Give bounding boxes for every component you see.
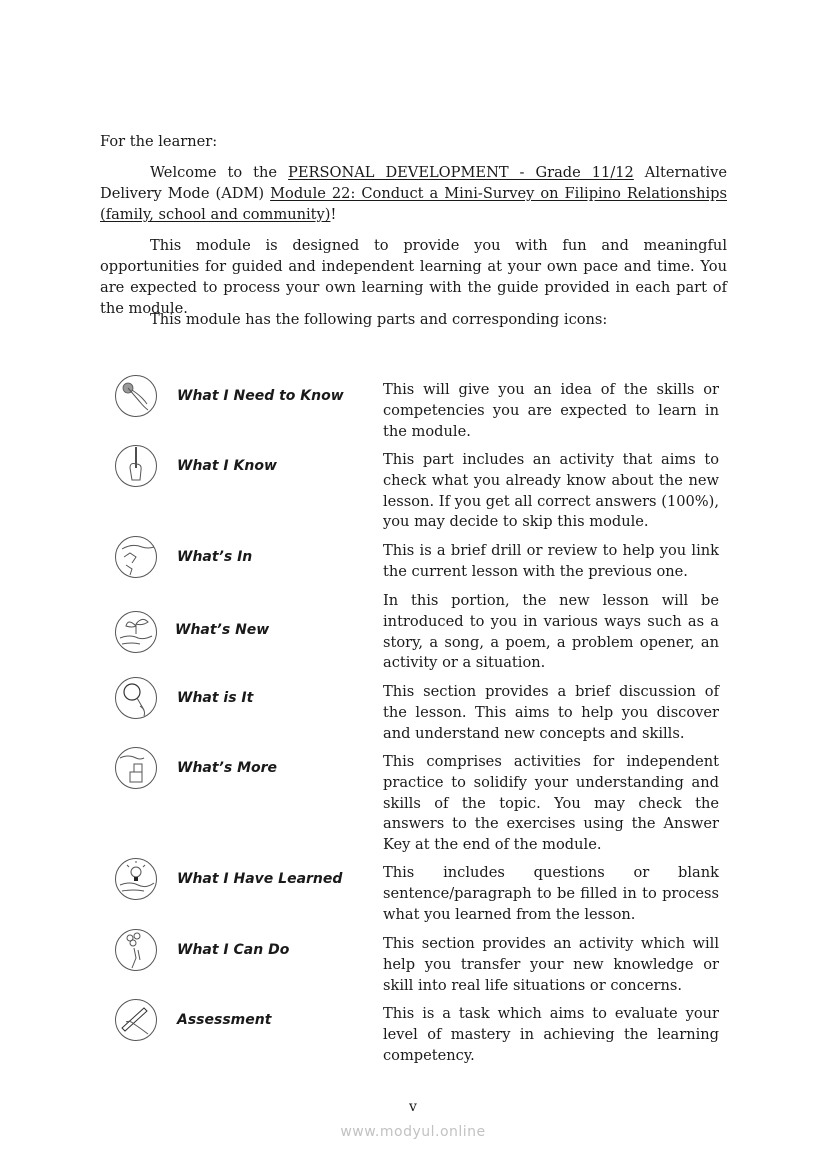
part-label: What’s In bbox=[177, 549, 253, 565]
part-label: What’s More bbox=[177, 760, 278, 776]
part-label: What I Can Do bbox=[177, 942, 290, 958]
welcome-middle: Alternative Delivery Mode (ADM) bbox=[100, 164, 728, 202]
greeting: For the learner: bbox=[100, 133, 218, 150]
part-description: This will give you an idea of the skills or competencies you are expected to learn in the module. bbox=[383, 381, 719, 440]
stacking-blocks-hand-icon bbox=[114, 746, 158, 790]
part-description: This section provides an activity which will help you transfer your new knowledge or skill into real life situations or concerns. bbox=[383, 935, 719, 994]
part-label: What I Have Learned bbox=[177, 871, 343, 887]
welcome-suffix: ! bbox=[330, 206, 337, 223]
part-description: This comprises activities for independent practice to solidify your understanding and skills of the topic. You may check the answers to the exercises using the Answer Key at the end of the module. bbox=[383, 753, 719, 854]
page-number: v bbox=[409, 1099, 417, 1115]
watermark: www.modyul.online bbox=[340, 1124, 486, 1140]
pointing-hand-icon bbox=[114, 374, 158, 418]
sprout-hand-icon bbox=[114, 610, 158, 654]
part-description: This is a task which aims to evaluate your level of mastery in achieving the learning competency. bbox=[383, 1005, 719, 1064]
part-label: What is It bbox=[177, 690, 254, 706]
parts-intro: This module has the following parts and corresponding icons: bbox=[150, 311, 608, 328]
part-description: This includes questions or blank sentence/paragraph to be filled in to process what you learned from the lesson. bbox=[383, 864, 719, 923]
magnifier-hand-icon bbox=[114, 676, 158, 720]
welcome-prefix: Welcome to the bbox=[150, 164, 289, 181]
welcome-paragraph bbox=[100, 162, 727, 225]
part-description: This part includes an activity that aims to check what you already know about the new lesson. If you get all correct answers (100%), you may decide to skip this module. bbox=[383, 451, 719, 531]
subject-title: PERSONAL DEVELOPMENT - Grade 11/12 bbox=[288, 164, 634, 181]
part-label: What I Know bbox=[177, 458, 277, 474]
lightbulb-hand-icon bbox=[114, 857, 158, 901]
puzzle-hand-icon bbox=[114, 535, 158, 579]
writing-hand-icon bbox=[114, 998, 158, 1042]
purpose-paragraph: This module is designed to provide you with fun and meaningful opportunities for guided and independent learning at your own pace and time. You are expected to process your own learning with the guide provided in each part of the module. bbox=[100, 237, 727, 317]
gears-hand-icon bbox=[114, 928, 158, 972]
part-label: Assessment bbox=[177, 1012, 272, 1028]
module-title: Module 22: Conduct a Mini-Survey on Filipino Relationships (family, school and community) bbox=[100, 185, 727, 223]
part-description: This is a brief drill or review to help you link the current lesson with the previous one. bbox=[383, 542, 719, 580]
part-label: What’s New bbox=[175, 622, 270, 638]
part-description: In this portion, the new lesson will be introduced to you in various ways such as a story, a song, a poem, a problem opener, an activity or a situation. bbox=[383, 592, 719, 672]
raised-pencil-hand-icon bbox=[114, 444, 158, 488]
part-label: What I Need to Know bbox=[177, 388, 344, 404]
part-description: This section provides a brief discussion of the lesson. This aims to help you discover and understand new concepts and skills. bbox=[383, 683, 719, 742]
